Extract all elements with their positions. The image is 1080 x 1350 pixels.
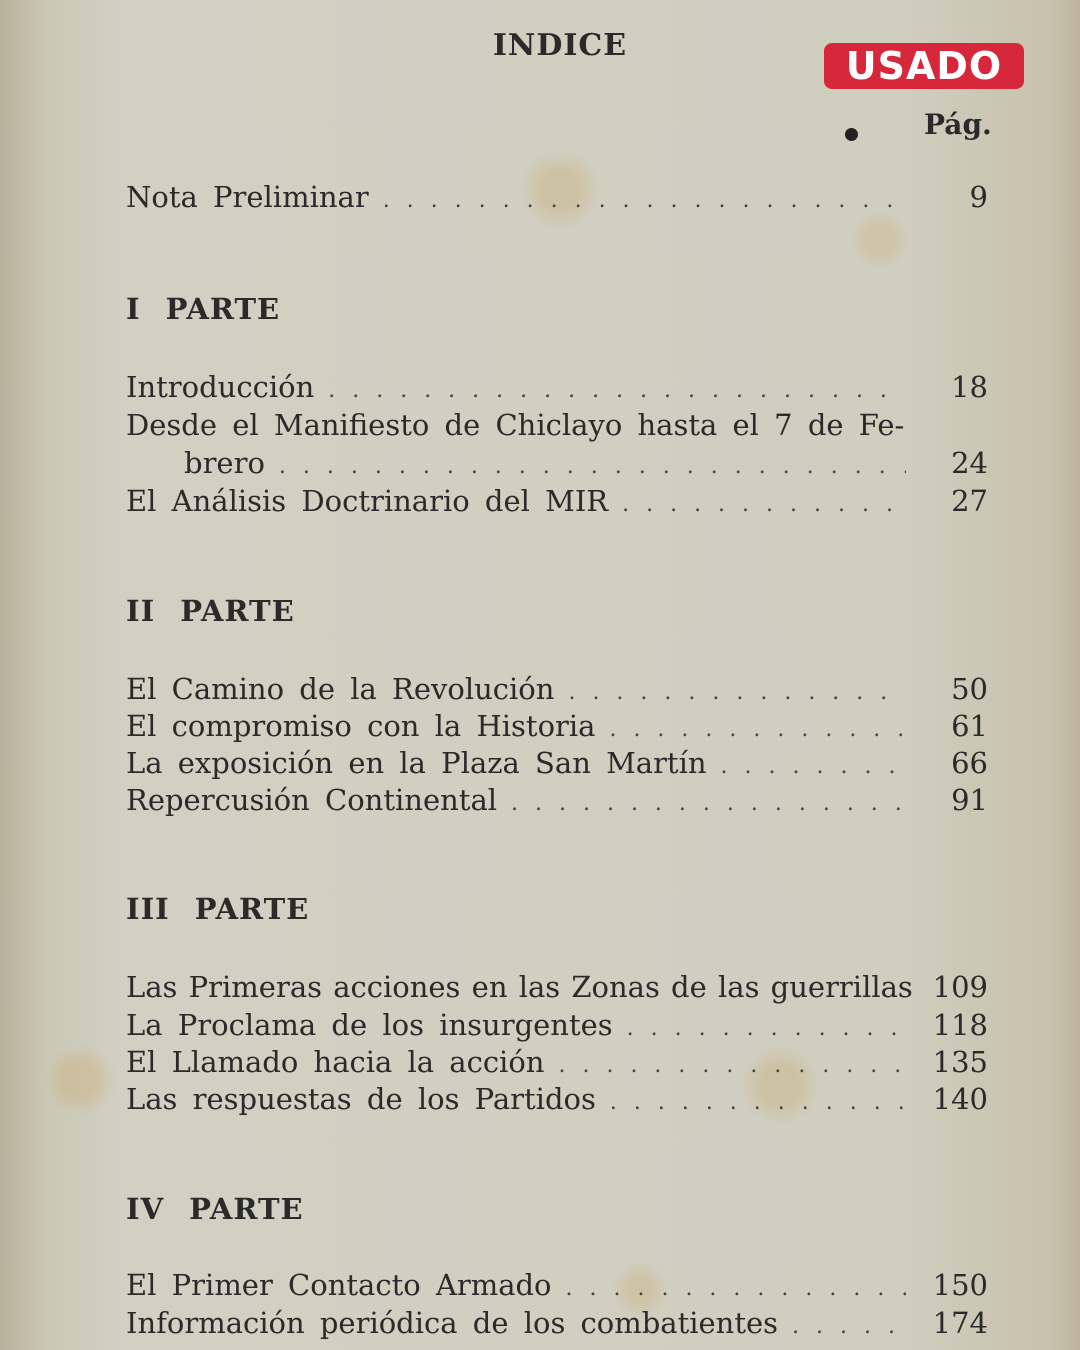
dot-leader (792, 1314, 906, 1339)
toc-entry-text: Información periódica de los combatientes (126, 1306, 779, 1340)
toc-entry (126, 1045, 988, 1079)
page-column-header: Pág. (924, 108, 992, 141)
dot-leader (383, 188, 906, 213)
toc-entry-page: 150 (932, 1268, 988, 1302)
toc-entry (126, 1268, 988, 1302)
toc-entry-text: brero (184, 446, 265, 480)
toc-entry (184, 446, 988, 480)
toc-entry-text: La exposición en la Plaza San Martín (126, 746, 707, 780)
toc-entry-page: 27 (951, 484, 988, 518)
toc-entry-page: 109 (932, 970, 988, 1004)
dot-leader (568, 680, 906, 705)
toc-entry (126, 783, 988, 817)
page-title: INDICE (492, 28, 628, 63)
toc-entry (126, 1306, 988, 1340)
dot-leader (279, 454, 906, 479)
toc-entry-text: Desde el Manifiesto de Chiclayo hasta el 7 de Fe- (126, 408, 905, 442)
toc-entry-page: 61 (951, 709, 988, 743)
toc-entry-page: 18 (951, 370, 988, 404)
part-heading-2: II PARTE (126, 594, 295, 628)
toc-entry-text: El Camino de la Revolución (126, 672, 555, 706)
toc-entry-page: 118 (932, 1008, 988, 1042)
dot-leader (558, 1053, 906, 1078)
dot-leader (566, 1276, 906, 1301)
used-badge: USADO (824, 43, 1024, 89)
toc-entry-preliminar (126, 180, 988, 214)
toc-entry-text: El Primer Contacto Armado (126, 1268, 552, 1302)
toc-entry-text: Las Primeras acciones en las Zonas de las guerrillas (126, 970, 913, 1004)
toc-entry-page: 91 (951, 783, 988, 817)
toc-entry (126, 370, 988, 404)
toc-entry (126, 970, 988, 1004)
toc-entry-text: Las respuestas de los Partidos (126, 1082, 596, 1116)
toc-entry-text: El compromiso con la Historia (126, 709, 596, 743)
ink-dot (845, 128, 858, 141)
toc-entry-text: Introducción (126, 370, 315, 404)
dot-leader (511, 791, 906, 816)
toc-entry-page: 66 (951, 746, 988, 780)
dot-leader (721, 754, 906, 779)
toc-entry (126, 484, 988, 518)
dot-leader (610, 1090, 906, 1115)
dot-leader (609, 717, 906, 742)
toc-entry-text: Nota Preliminar (126, 180, 369, 214)
dot-leader (328, 378, 906, 403)
toc-entry-text: El Llamado hacia la acción (126, 1045, 545, 1079)
toc-entry-page: 140 (932, 1082, 988, 1116)
part-heading-4: IV PARTE (126, 1192, 304, 1226)
toc-entry (126, 1008, 988, 1042)
toc-entry (126, 1082, 988, 1116)
toc-entry-page: 174 (932, 1306, 988, 1340)
toc-entry-page: 9 (969, 180, 988, 214)
toc-entry-page: 135 (932, 1045, 988, 1079)
toc-entry-text: La Proclama de los insurgentes (126, 1008, 613, 1042)
part-heading-3: III PARTE (126, 892, 310, 926)
toc-entry (126, 672, 988, 706)
toc-entry (126, 746, 988, 780)
toc-entry-text: El Análisis Doctrinario del MIR (126, 484, 609, 518)
toc-entry (126, 709, 988, 743)
toc-entry-page: 50 (951, 672, 988, 706)
dot-leader (622, 492, 906, 517)
toc-entry-text: Repercusión Continental (126, 783, 498, 817)
dot-leader (627, 1016, 906, 1041)
toc-entry-page: 24 (951, 446, 988, 480)
part-heading-1: I PARTE (126, 292, 281, 326)
toc-entry (126, 408, 988, 442)
